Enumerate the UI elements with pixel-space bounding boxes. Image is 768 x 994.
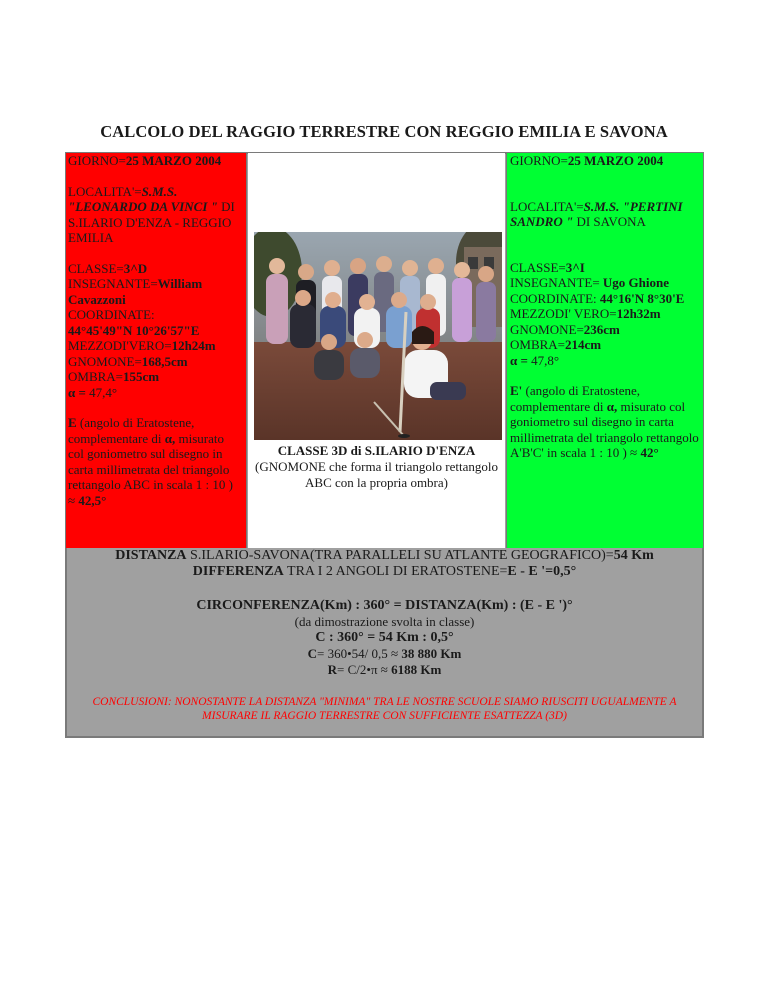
left-alpha: α = 47,4°	[68, 384, 118, 400]
right-gnomone: GNOMONE=236cm	[510, 321, 620, 337]
right-localita: LOCALITA'=S.M.S. "PERTINI SANDRO " DI SAVONA	[510, 198, 683, 229]
right-giorno: GIORNO=25 MARZO 2004	[510, 153, 664, 168]
left-mezzodi: MEZZODI'VERO=12h24m	[68, 338, 216, 353]
right-coordinate: COORDINATE: 44°16'N 8°30'E	[510, 290, 685, 306]
class-photo	[254, 232, 502, 440]
left-eratostene: E (angolo di Eratostene, complementare di α, misurato col goniometro sul disegno in carta millimetrata del triangolo rettangolo ABC in scala 1 : 10 ) ≈ 42,5°	[68, 415, 234, 508]
right-insegnante: INSEGNANTE= Ugo Ghione	[510, 275, 669, 290]
caption-description: (GNOMONE che forma il triangolo rettangolo ABC con la propria ombra)	[255, 459, 498, 490]
left-localita: LOCALITA'=S.M.S. "LEONARDO DA VINCI " DI S.ILARIO D'ENZA - REGGIO EMILIA	[68, 183, 235, 245]
equation-1: C : 360° = 54 Km : 0,5°	[315, 630, 454, 645]
right-mezzodi: MEZZODI' VERO=12h32m	[510, 306, 661, 321]
left-coordinate: COORDINATE: 44°45'49"N 10°26'57"E	[68, 307, 200, 338]
equation-3: R= C/2•π ≈ 6188 Km	[327, 662, 442, 677]
right-ombra: OMBRA=214cm	[510, 337, 602, 352]
summary-section	[66, 548, 703, 723]
page-title: CALCOLO DEL RAGGIO TERRESTRE CON REGGIO EMILIA E SAVONA	[100, 122, 668, 141]
left-giorno: GIORNO=25 MARZO 2004	[68, 153, 222, 168]
left-classe: CLASSE=3^D	[68, 260, 148, 276]
left-gnomone: GNOMONE=168,5cm	[68, 353, 188, 369]
class-photo-image	[254, 232, 502, 440]
caption-title: CLASSE 3D di S.ILARIO D'ENZA	[277, 443, 476, 458]
right-classe: CLASSE=3^I	[510, 259, 585, 275]
proportion-line: CIRCONFERENZA(Km) : 360° = DISTANZA(Km) : (E - E ')°	[196, 598, 573, 613]
left-insegnante: INSEGNANTE=William Cavazzoni	[68, 276, 203, 307]
left-cell-reggio-emilia	[66, 153, 247, 548]
distanza-line: DISTANZA S.ILARIO-SAVONA(TRA PARALLELI SU ATLANTE GEOGRAFICO)=54 Km	[115, 548, 654, 563]
differenza-line: DIFFERENZA TRA I 2 ANGOLI DI ERATOSTENE=E - E '=0,5°	[192, 564, 577, 579]
equation-2: C= 360•54/ 0,5 ≈ 38 880 Km	[307, 646, 462, 661]
right-alpha: α = 47,8°	[510, 352, 560, 368]
photo-caption	[248, 443, 505, 491]
right-eratostene: E' (angolo di Eratostene, complementare di α, misurato col goniometro sul disegno in carta millimetrata del triangolo rettangolo A'B'C' in scala 1 : 10 ) ≈ 42°	[510, 383, 699, 460]
left-ombra: OMBRA=155cm	[68, 369, 160, 384]
conclusion-text: CONCLUSIONI: NONOSTANTE LA DISTANZA "MINIMA" TRA LE NOSTRE SCUOLE SIAMO RIUSCITI UGUALMENTE A MISURARE IL RAGGIO TERRESTRE CON SUFFICIENTE ESATTEZZA (3D)	[92, 696, 677, 722]
demo-note: (da dimostrazione svolta in classe)	[294, 614, 475, 629]
right-cell-savona	[506, 153, 703, 548]
